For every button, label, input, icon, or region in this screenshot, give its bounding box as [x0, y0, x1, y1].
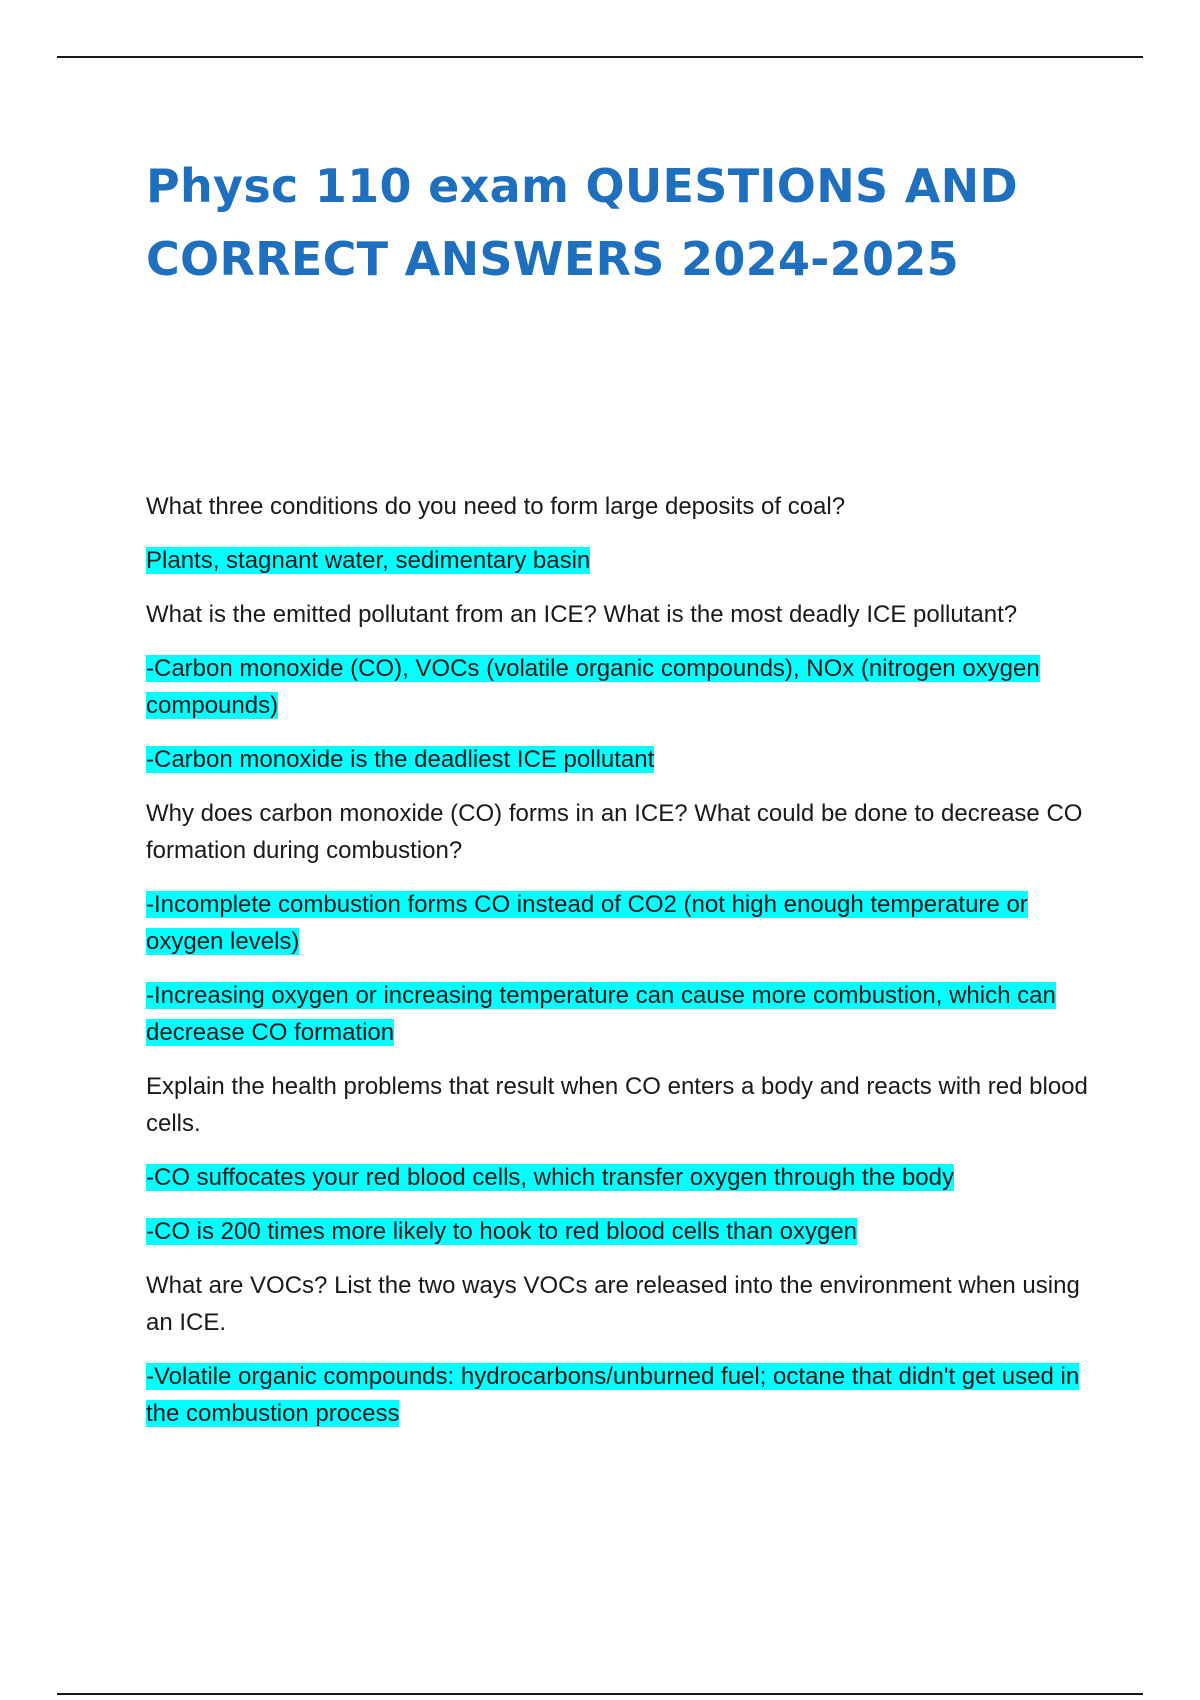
answer-3-1 [146, 886, 1091, 960]
question-4: Explain the health problems that result when CO enters a body and reacts with red blood cells. [146, 1073, 1088, 1137]
answer-highlight: -Incomplete combustion forms CO instead of CO2 (not high enough temperature or oxygen levels) [146, 891, 1028, 955]
answer-highlight: -Volatile organic compounds: hydrocarbons/unburned fuel; octane that didn't get used in the combustion process [146, 1363, 1080, 1427]
answer-highlight: -Carbon monoxide (CO), VOCs (volatile organic compounds), NOx (nitrogen oxygen compounds) [146, 655, 1040, 719]
answer-4-1 [146, 1159, 1091, 1196]
question-3: Why does carbon monoxide (CO) forms in an ICE? What could be done to decrease CO formation during combustion? [146, 800, 1083, 864]
document-title: Physc 110 exam QUESTIONS AND CORRECT ANSWERS 2024-2025 [146, 159, 1018, 286]
answer-highlight: -CO suffocates your red blood cells, which transfer oxygen through the body [146, 1164, 954, 1191]
answer-1-1 [146, 542, 1091, 579]
answer-highlight: -Increasing oxygen or increasing temperature can cause more combustion, which can decrease CO formation [146, 982, 1056, 1046]
question-1: What three conditions do you need to form large deposits of coal? [146, 493, 846, 520]
top-rule [57, 56, 1143, 58]
answer-2-2 [146, 741, 1091, 778]
qa-section [146, 488, 1091, 1449]
answer-highlight: Plants, stagnant water, sedimentary basin [146, 547, 591, 574]
question-2: What is the emitted pollutant from an ICE? What is the most deadly ICE pollutant? [146, 601, 1018, 628]
answer-highlight: -CO is 200 times more likely to hook to red blood cells than oxygen [146, 1218, 858, 1245]
answer-5-1 [146, 1358, 1091, 1432]
answer-4-2 [146, 1213, 1091, 1250]
question-5: What are VOCs? List the two ways VOCs are released into the environment when using an ICE. [146, 1272, 1080, 1336]
answer-2-1 [146, 650, 1091, 724]
answer-3-2 [146, 977, 1091, 1051]
bottom-rule [57, 1693, 1143, 1695]
answer-highlight: -Carbon monoxide is the deadliest ICE pollutant [146, 746, 655, 773]
